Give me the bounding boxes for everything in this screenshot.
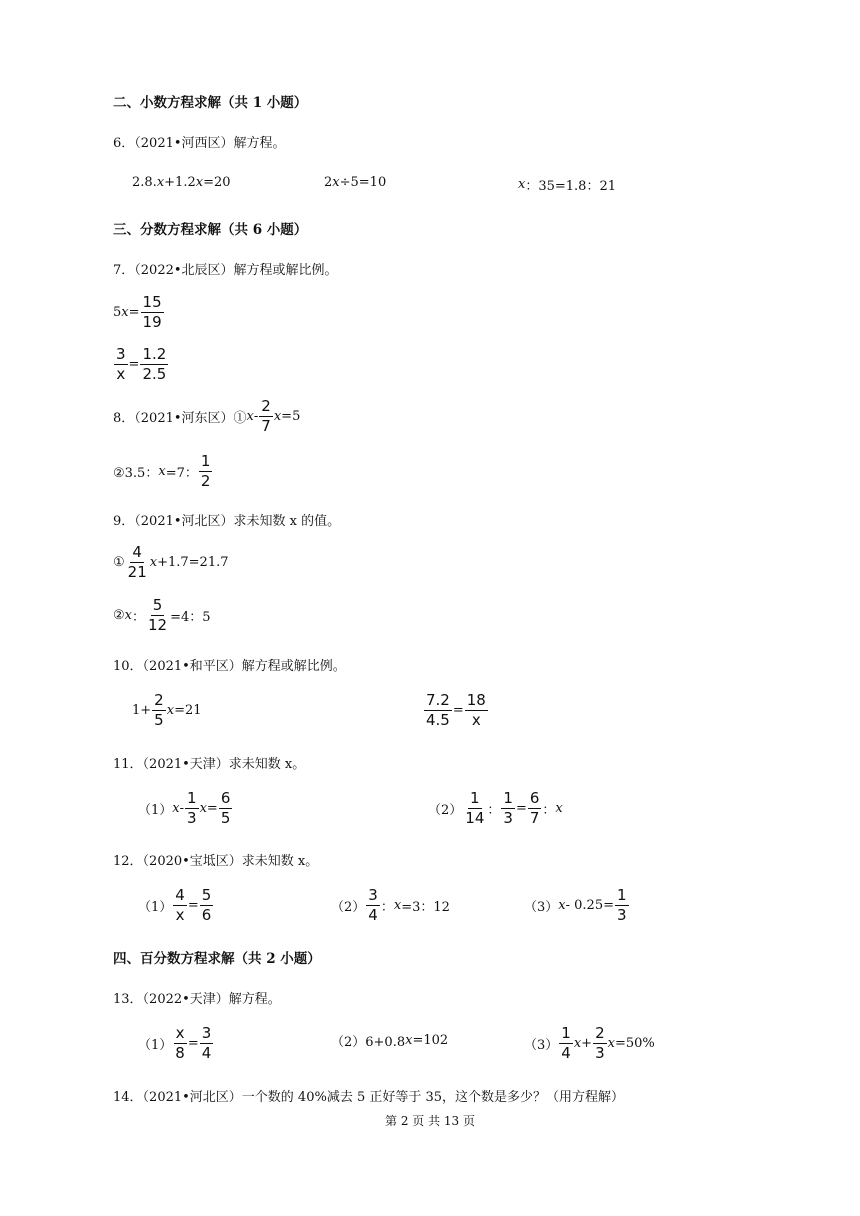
question-7-header: 7．（2022•北辰区）解方程或解比例。 [113, 263, 338, 278]
fraction: $\frac{5}{6}$ [201, 886, 212, 924]
q6-equation-1: 2.8. x +1.2 x =20 [132, 175, 231, 190]
fraction: $\frac{6}{7}$ [529, 789, 540, 827]
fraction: $\frac{1}{2}$ [200, 452, 211, 490]
question-9-header: 9．（2021•河北区）求未知数 x 的值。 [113, 514, 341, 529]
q6-equation-3: x ：35=1.8：21 [518, 177, 616, 194]
q13-equation-1: （1） $\frac{x}{8}$ = $\frac{3}{4}$ [138, 1024, 212, 1062]
fraction: $\frac{15}{19}$ [142, 293, 162, 331]
fraction: $\frac{1}{3}$ [187, 789, 197, 827]
fraction: $\frac{1}{14}$ [465, 789, 485, 827]
question-8-header: 8．（2021•河东区）① [113, 411, 247, 426]
q10-equation-2: $\frac{7.2}{4.5}$ = $\frac{18}{x}$ [426, 691, 486, 729]
fraction: $\frac{4}{21}$ [127, 543, 147, 581]
question-13-header: 13．（2022•天津）解方程。 [113, 992, 281, 1007]
question-14-header: 14．（2021•河北区）一个数的 40%减去 5 正好等于 35，这个数是多少？（用方程解） [113, 1090, 625, 1105]
fraction: $\frac{1}{3}$ [503, 789, 513, 827]
fraction: $\frac{6}{5}$ [220, 789, 231, 827]
section-heading-decimal: 二、小数方程求解（共 1 小题） [113, 95, 308, 111]
section-heading-percentage: 四、百分数方程求解（共 2 小题） [113, 951, 321, 967]
question-6-header: 6．（2021•河西区）解方程。 [113, 136, 286, 151]
q13-equation-3: （3） $\frac{1}{4}$ x + $\frac{2}{3}$ x =50% [524, 1024, 655, 1062]
fraction: $\frac{1.2}{2.5}$ [142, 345, 167, 383]
q8-line-1: 8．（2021•河东区）① x - $\frac{2}{7}$ x =5 [113, 397, 301, 435]
q7-equation-2: $\frac{3}{x}$ = $\frac{1.2}{2.5}$ [116, 345, 167, 383]
fraction: $\frac{1}{4}$ [561, 1024, 571, 1062]
q7-equation-1: 5 x = $\frac{15}{19}$ [113, 293, 162, 331]
fraction: $\frac{1}{3}$ [617, 886, 627, 924]
q11-equation-2: （2） $\frac{1}{14}$ ： $\frac{1}{3}$ = $\frac{6}{7}$ ： x [428, 789, 563, 827]
fraction: $\frac{x}{8}$ [175, 1024, 185, 1062]
q6-equation-2: 2 x ÷5=10 [324, 175, 387, 190]
question-10-header: 10．（2021•和平区）解方程或解比例。 [113, 659, 346, 674]
q12-equation-3: （3） x - 0.25= $\frac{1}{3}$ [524, 886, 627, 924]
fraction: $\frac{2}{3}$ [595, 1024, 605, 1062]
fraction: $\frac{2}{7}$ [261, 397, 271, 435]
fraction: $\frac{7.2}{4.5}$ [426, 691, 450, 729]
q9-equation-2: ② x ： $\frac{5}{12}$ =4：5 [113, 596, 211, 634]
q12-equation-1: （1） $\frac{4}{x}$ = $\frac{5}{6}$ [138, 886, 212, 924]
fraction: $\frac{4}{x}$ [175, 886, 185, 924]
q8-equation-2: ②3.5： x =7： $\frac{1}{2}$ [113, 452, 211, 490]
fraction: $\frac{3}{x}$ [116, 345, 126, 383]
q10-equation-1: 1+ $\frac{2}{5}$ x =21 [132, 691, 202, 729]
page-footer: 第 2 页 共 13 页 [385, 1114, 475, 1128]
q11-equation-1: （1） x - $\frac{1}{3}$ x = $\frac{6}{5}$ [138, 789, 231, 827]
q13-equation-2: （2）6+0.8 x =102 [331, 1033, 449, 1050]
fraction: $\frac{3}{4}$ [368, 886, 378, 924]
section-heading-fraction: 三、分数方程求解（共 6 小题） [113, 222, 308, 238]
fraction: $\frac{3}{4}$ [201, 1024, 212, 1062]
q12-equation-2: （2） $\frac{3}{4}$ ： x =3：12 [331, 886, 450, 924]
fraction: $\frac{18}{x}$ [466, 691, 486, 729]
fraction: $\frac{5}{12}$ [148, 596, 168, 634]
question-11-header: 11．（2021•天津）求未知数 x。 [113, 757, 306, 772]
question-12-header: 12．（2020•宝坻区）求未知数 x。 [113, 854, 319, 869]
q9-equation-1: ① $\frac{4}{21}$ x +1.7=21.7 [113, 543, 229, 581]
fraction: $\frac{2}{5}$ [154, 691, 164, 729]
